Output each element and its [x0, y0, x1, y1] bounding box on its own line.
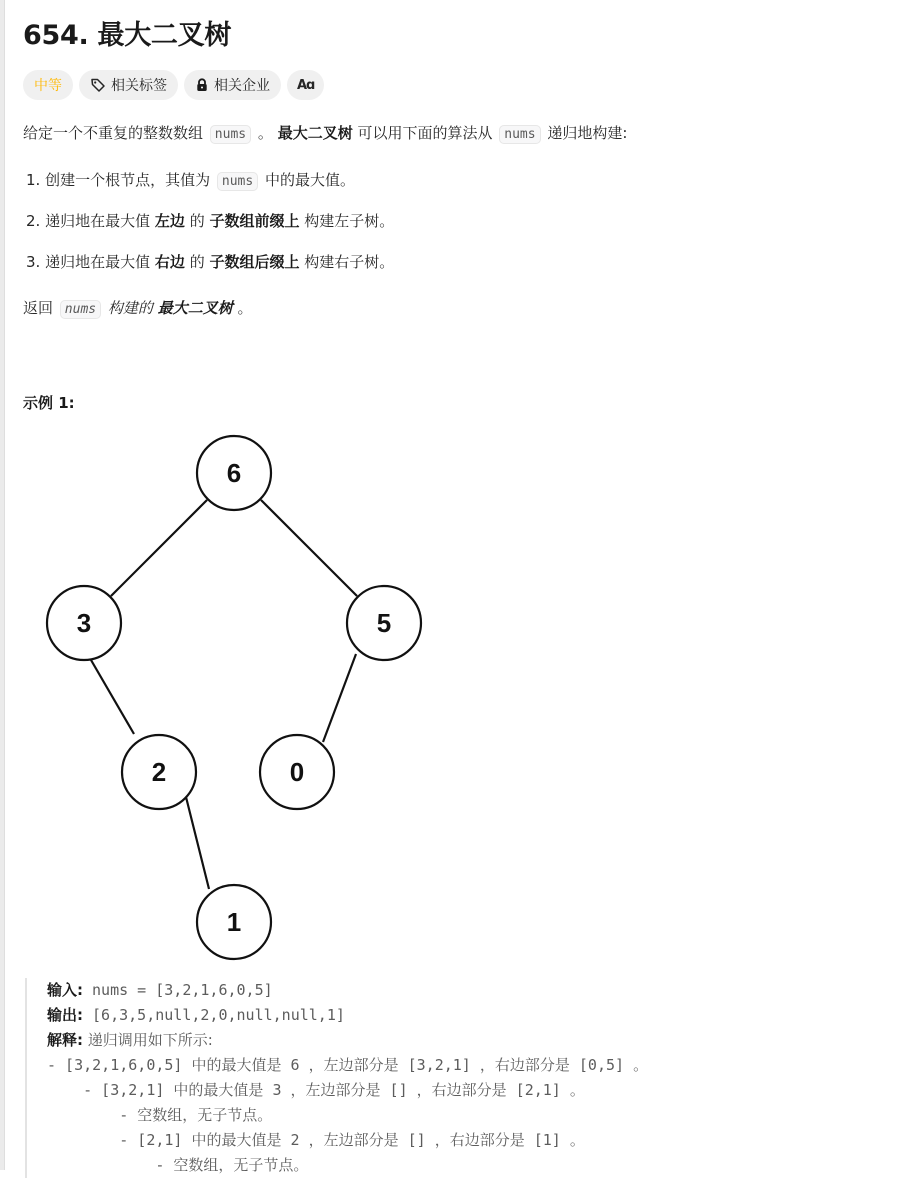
tree-node	[122, 735, 196, 809]
step-text: 构建左子树。	[304, 212, 395, 230]
step-text: 的	[189, 253, 205, 271]
inline-code-nums: nums	[217, 172, 258, 191]
tree-node-value: 3	[76, 608, 92, 638]
tag-row	[23, 70, 324, 100]
explain-line: - 空数组，无子节点。	[47, 1156, 309, 1174]
step-text: 构建右子树。	[304, 253, 395, 271]
tree-node	[197, 885, 271, 959]
tree-nodes	[47, 436, 421, 959]
difficulty-label: 中等	[34, 78, 62, 94]
translate-button[interactable]	[287, 70, 324, 100]
return-bold-term: 最大二叉树	[157, 299, 233, 317]
tree-node	[47, 586, 121, 660]
return-text: 返回	[23, 299, 54, 317]
input-value: nums = [3,2,1,6,0,5]	[83, 981, 273, 999]
step-bold: 子数组前缀上	[209, 212, 300, 230]
step-1	[26, 169, 355, 193]
tree-node-value: 1	[226, 907, 242, 937]
explain-line: - 空数组，无子节点。	[47, 1106, 273, 1124]
tree-edge	[111, 500, 207, 596]
step-text: 递归地在最大值	[45, 253, 151, 271]
inline-code-nums: nums	[210, 125, 251, 144]
lock-icon	[195, 78, 209, 92]
panel-left-edge	[0, 0, 5, 1170]
step-3	[26, 251, 394, 273]
related-companies-button[interactable]	[184, 70, 281, 100]
tag-icon	[90, 77, 106, 93]
step-2	[26, 210, 394, 232]
related-companies-label: 相关企业	[214, 78, 270, 94]
return-line	[23, 297, 253, 321]
step-text: 创建一个根节点，其值为	[45, 171, 211, 189]
tree-node-value: 5	[376, 608, 392, 638]
explain-line: - [3,2,1] 中的最大值是 3 ，左边部分是 [] ，右边部分是 [2,1] 。	[47, 1081, 585, 1099]
tree-node	[260, 735, 334, 809]
tree-node-value: 6	[226, 458, 242, 488]
tree-edge	[91, 660, 134, 734]
intro-paragraph	[23, 122, 627, 146]
inline-code-nums: nums	[60, 300, 101, 319]
tree-node	[197, 436, 271, 510]
explain-label: 解释:	[47, 1031, 83, 1049]
explain-value: 递归调用如下所示:	[83, 1031, 213, 1049]
output-value: [6,3,5,null,2,0,null,null,1]	[83, 1006, 345, 1024]
intro-text-2: 可以用下面的算法从	[357, 124, 493, 142]
step-number: 2.	[26, 212, 41, 230]
tree-node	[347, 586, 421, 660]
input-label: 输入:	[47, 981, 83, 999]
step-text: 递归地在最大值	[45, 212, 151, 230]
step-text: 的	[189, 212, 205, 230]
step-number: 3.	[26, 253, 41, 271]
tree-node-value: 0	[289, 757, 305, 787]
step-number: 1.	[26, 171, 41, 189]
related-tags-button[interactable]	[79, 70, 178, 100]
return-italic: 构建的	[107, 299, 153, 317]
tree-edge	[261, 500, 357, 596]
intro-text-3: 递归地构建:	[547, 124, 628, 142]
inline-code-nums: nums	[499, 125, 540, 144]
tree-edge	[323, 654, 356, 742]
output-label: 输出:	[47, 1006, 83, 1024]
translate-icon: Aɑ	[297, 77, 315, 93]
explain-line: - [3,2,1,6,0,5] 中的最大值是 6 ，左边部分是 [3,2,1] ，右边部分是 [0,5] 。	[47, 1056, 649, 1074]
intro-punct: 。	[257, 124, 273, 142]
step-bold: 子数组后缀上	[209, 253, 300, 271]
return-punct: 。	[237, 299, 253, 317]
explain-line: - [2,1] 中的最大值是 2 ，左边部分是 [] ，右边部分是 [1] 。	[47, 1131, 585, 1149]
step-text: 中的最大值。	[264, 171, 355, 189]
problem-title: 654. 最大二叉树	[23, 20, 232, 51]
intro-text: 给定一个不重复的整数数组	[23, 124, 204, 142]
example-block	[25, 978, 648, 1178]
binary-tree-diagram	[23, 432, 423, 962]
tree-node-value: 2	[151, 757, 167, 787]
difficulty-badge[interactable]	[23, 70, 73, 100]
related-tags-label: 相关标签	[111, 78, 167, 94]
step-bold: 右边	[154, 253, 185, 271]
step-bold: 左边	[154, 212, 185, 230]
intro-bold-term: 最大二叉树	[277, 124, 353, 142]
tree-edge	[186, 797, 209, 889]
example-title: 示例 1:	[23, 394, 75, 412]
